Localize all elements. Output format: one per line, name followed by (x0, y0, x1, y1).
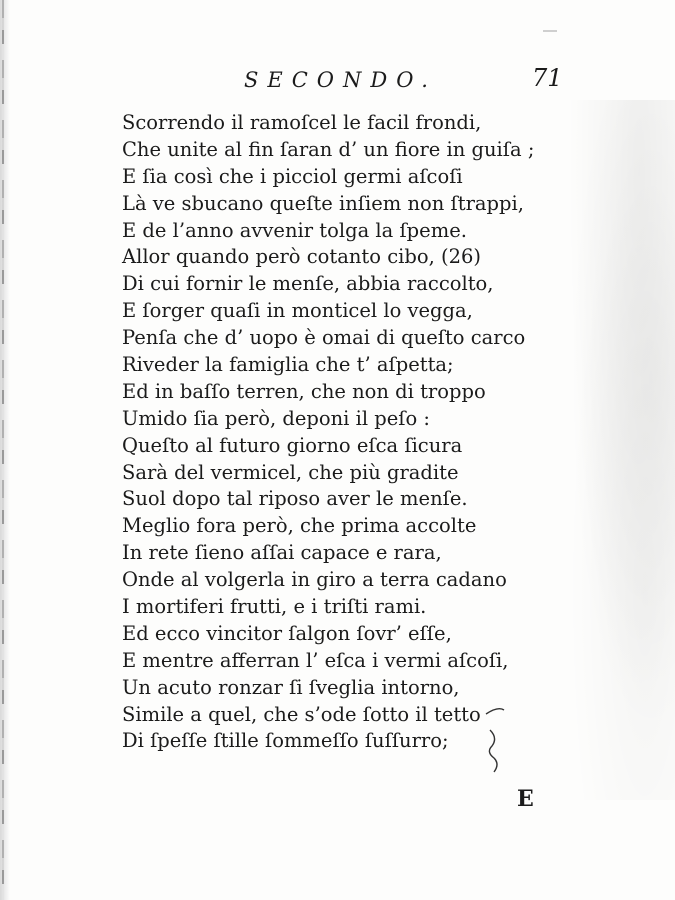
verse-line: Là ve sbucano queſte inſiem non ſtrappi, (122, 191, 524, 215)
verse-line: I mortiferi frutti, e i triſti rami. (122, 595, 427, 619)
verse-line: Allor quando però cotanto cibo, (26) (122, 245, 482, 269)
page-number: 71 (532, 64, 563, 92)
verse-line: Queſto al futuro giorno eſca ſicura (122, 433, 463, 457)
page-speck (543, 30, 557, 32)
verse-line: Umido ſia però, deponi il peſo : (122, 406, 431, 430)
verse-line: E de l’anno avvenir tolga la ſpeme. (122, 218, 467, 242)
verse-line: Suol dopo tal riposo aver le menſe. (122, 487, 468, 511)
verse-line: E mentre afferran l’ eſca i vermi aſcoſi, (122, 648, 509, 672)
show-through-shadow (555, 100, 675, 800)
verse-line: E ſorger quaſi in monticel lo vegga, (122, 299, 473, 323)
verse-line: E ſia così che i picciol germi aſcoſi (122, 164, 463, 188)
verse-line: Onde al volgerla in giro a terra cadano (122, 568, 507, 592)
poem-text (122, 110, 552, 755)
verse-line: Ed in baſſo terren, che non di troppo (122, 379, 486, 403)
verse-line: Che unite al fin ſaran d’ un fiore in guiſa ; (122, 137, 535, 161)
verse-line: Sarà del vermicel, che più gradite (122, 460, 459, 484)
verse-line: Simile a quel, che s’ode ſotto il tetto (122, 702, 481, 726)
running-head: SECONDO. (244, 68, 437, 92)
verse-line: Di ſpeſſe ſtille ſommeſſo ſuſſurro; (122, 729, 449, 753)
verse-line: Ed ecco vincitor ſalgon ſovr’ eſſe, (122, 621, 452, 645)
handwritten-brace-mark (476, 700, 516, 780)
verse-line: Riveder la famiglia che t’ aſpetta; (122, 353, 454, 377)
verse-line: Penſa che d’ uopo è omai di queſto carco (122, 326, 526, 350)
verse-line: In rete ſieno aſſai capace e rara, (122, 541, 442, 565)
catchword: E (517, 786, 534, 812)
verse-line: Un acuto ronzar ſi ſveglia intorno, (122, 675, 460, 699)
page-header (0, 62, 675, 102)
verse-line: Meglio fora però, che prima accolte (122, 514, 477, 538)
page-binding-edge (0, 0, 10, 900)
verse-line: Di cui fornir le menſe, abbia raccolto, (122, 272, 494, 296)
verse-line: Scorrendo il ramoſcel le facil frondi, (122, 111, 482, 134)
